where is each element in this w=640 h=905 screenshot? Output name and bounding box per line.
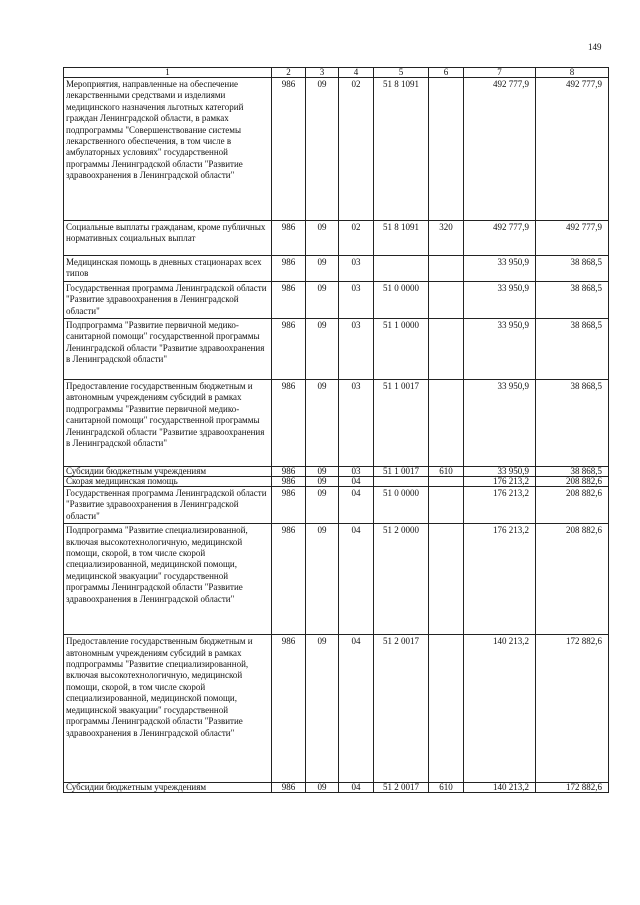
row-section: 09 — [306, 78, 339, 221]
row-expense-type — [429, 487, 464, 524]
row-amount-2: 38 868,5 — [536, 256, 609, 282]
row-target-article — [374, 477, 429, 487]
row-name: Подпрограмма "Развитие первичной медико-санитарной помощи" государственной программы Ленинградской области "Развитие здравоохранения в Ленинградской области" — [64, 319, 272, 380]
row-grbs: 986 — [272, 281, 306, 318]
row-grbs: 986 — [272, 783, 306, 793]
row-amount-2: 38 868,5 — [536, 380, 609, 467]
row-expense-type — [429, 477, 464, 487]
row-expense-type — [429, 524, 464, 635]
row-target-article: 51 8 1091 — [374, 221, 429, 256]
row-amount-2: 492 777,9 — [536, 78, 609, 221]
row-amount-2: 38 868,5 — [536, 319, 609, 380]
row-section: 09 — [306, 281, 339, 318]
table-row — [64, 281, 609, 318]
table-header-row — [64, 68, 609, 78]
row-amount-1: 33 950,9 — [464, 380, 536, 467]
row-amount-1: 492 777,9 — [464, 78, 536, 221]
row-grbs: 986 — [272, 78, 306, 221]
row-target-article: 51 2 0000 — [374, 524, 429, 635]
row-target-article: 51 1 0017 — [374, 380, 429, 467]
row-section: 09 — [306, 477, 339, 487]
row-section: 09 — [306, 783, 339, 793]
row-grbs: 986 — [272, 256, 306, 282]
column-header: 4 — [339, 68, 374, 78]
row-target-article: 51 2 0017 — [374, 783, 429, 793]
row-target-article: 51 0 0000 — [374, 487, 429, 524]
row-amount-1: 33 950,9 — [464, 467, 536, 477]
table-row — [64, 635, 609, 783]
row-amount-1: 33 950,9 — [464, 256, 536, 282]
budget-table — [63, 67, 609, 793]
row-expense-type: 610 — [429, 783, 464, 793]
row-target-article: 51 8 1091 — [374, 78, 429, 221]
row-grbs: 986 — [272, 524, 306, 635]
row-subsection: 03 — [339, 467, 374, 477]
row-section: 09 — [306, 319, 339, 380]
row-amount-1: 176 213,2 — [464, 487, 536, 524]
row-subsection: 04 — [339, 635, 374, 783]
row-target-article: 51 2 0017 — [374, 635, 429, 783]
row-amount-1: 176 213,2 — [464, 477, 536, 487]
page-number: 149 — [588, 42, 602, 52]
row-subsection: 02 — [339, 221, 374, 256]
table-row — [64, 319, 609, 380]
row-name: Подпрограмма "Развитие специализированной, включая высокотехнологичную, медицинской помощи, скорой, в том числе скорой специализированной, медицинской помощи, медицинской эвакуации" государственной программы Ленинградской области "Развитие здравоохранения в Ленинградской области" — [64, 524, 272, 635]
row-section: 09 — [306, 635, 339, 783]
row-name: Мероприятия, направленные на обеспечение лекарственными средствами и изделиями медицинского назначения льготных категорий граждан Ленинградской области, в рамках подпрограммы "Совершенствование системы лекарственного обеспечения, в том числе в амбулаторных условиях" государственной программы Ленинградской области "Развитие здравоохранения в Ленинградской области" — [64, 78, 272, 221]
row-amount-1: 176 213,2 — [464, 524, 536, 635]
row-name: Государственная программа Ленинградской области "Развитие здравоохранения в Ленинградской области" — [64, 487, 272, 524]
row-name: Скорая медицинская помощь — [64, 477, 272, 487]
row-expense-type: 610 — [429, 467, 464, 477]
row-target-article: 51 1 0000 — [374, 319, 429, 380]
row-section: 09 — [306, 221, 339, 256]
column-header: 1 — [64, 68, 272, 78]
row-amount-1: 33 950,9 — [464, 319, 536, 380]
row-subsection: 03 — [339, 256, 374, 282]
row-subsection: 04 — [339, 487, 374, 524]
column-header: 8 — [536, 68, 609, 78]
row-name: Государственная программа Ленинградской области "Развитие здравоохранения в Ленинградской области" — [64, 281, 272, 318]
row-target-article: 51 1 0017 — [374, 467, 429, 477]
row-target-article — [374, 256, 429, 282]
row-subsection: 03 — [339, 319, 374, 380]
table-row — [64, 487, 609, 524]
row-section: 09 — [306, 524, 339, 635]
row-subsection: 03 — [339, 281, 374, 318]
row-expense-type — [429, 281, 464, 318]
row-name: Субсидии бюджетным учреждениям — [64, 783, 272, 793]
row-grbs: 986 — [272, 221, 306, 256]
row-amount-1: 33 950,9 — [464, 281, 536, 318]
column-header: 2 — [272, 68, 306, 78]
row-target-article: 51 0 0000 — [374, 281, 429, 318]
row-amount-2: 208 882,6 — [536, 487, 609, 524]
table-row — [64, 524, 609, 635]
row-name: Социальные выплаты гражданам, кроме публичных нормативных социальных выплат — [64, 221, 272, 256]
row-amount-2: 172 882,6 — [536, 635, 609, 783]
row-amount-2: 38 868,5 — [536, 467, 609, 477]
row-amount-2: 208 882,6 — [536, 524, 609, 635]
row-section: 09 — [306, 256, 339, 282]
row-amount-1: 492 777,9 — [464, 221, 536, 256]
column-header: 5 — [374, 68, 429, 78]
row-grbs: 986 — [272, 319, 306, 380]
row-grbs: 986 — [272, 487, 306, 524]
table-row — [64, 221, 609, 256]
row-grbs: 986 — [272, 477, 306, 487]
table-row — [64, 78, 609, 221]
column-header: 3 — [306, 68, 339, 78]
row-name: Медицинская помощь в дневных стационарах всех типов — [64, 256, 272, 282]
row-subsection: 04 — [339, 477, 374, 487]
row-subsection: 04 — [339, 524, 374, 635]
row-name: Предоставление государственным бюджетным и автономным учреждениям субсидий в рамках подпрограммы "Развитие специализированной, включая высокотехнологичную, медицинской помощи, скорой, в том числе скорой специализированной, медицинской помощи, медицинской эвакуации" государственной программы Ленинградской области "Развитие здравоохранения в Ленинградской области" — [64, 635, 272, 783]
row-grbs: 986 — [272, 380, 306, 467]
row-expense-type — [429, 319, 464, 380]
table-row — [64, 477, 609, 487]
row-grbs: 986 — [272, 635, 306, 783]
table-row — [64, 256, 609, 282]
column-header: 7 — [464, 68, 536, 78]
row-expense-type — [429, 635, 464, 783]
row-expense-type: 320 — [429, 221, 464, 256]
row-name: Субсидии бюджетным учреждениям — [64, 467, 272, 477]
row-amount-2: 172 882,6 — [536, 783, 609, 793]
row-subsection: 04 — [339, 783, 374, 793]
row-section: 09 — [306, 380, 339, 467]
row-expense-type — [429, 380, 464, 467]
table-row — [64, 380, 609, 467]
row-expense-type — [429, 78, 464, 221]
row-subsection: 03 — [339, 380, 374, 467]
row-subsection: 02 — [339, 78, 374, 221]
row-amount-2: 208 882,6 — [536, 477, 609, 487]
row-name: Предоставление государственным бюджетным и автономным учреждениям субсидий в рамках подпрограммы "Развитие первичной медико-санитарной помощи" государственной программы Ленинградской области "Развитие здравоохранения в Ленинградской области" — [64, 380, 272, 467]
row-amount-2: 492 777,9 — [536, 221, 609, 256]
table-row — [64, 783, 609, 793]
row-grbs: 986 — [272, 467, 306, 477]
row-amount-1: 140 213,2 — [464, 635, 536, 783]
column-header: 6 — [429, 68, 464, 78]
table-row — [64, 467, 609, 477]
row-section: 09 — [306, 467, 339, 477]
row-section: 09 — [306, 487, 339, 524]
row-amount-1: 140 213,2 — [464, 783, 536, 793]
row-expense-type — [429, 256, 464, 282]
row-amount-2: 38 868,5 — [536, 281, 609, 318]
